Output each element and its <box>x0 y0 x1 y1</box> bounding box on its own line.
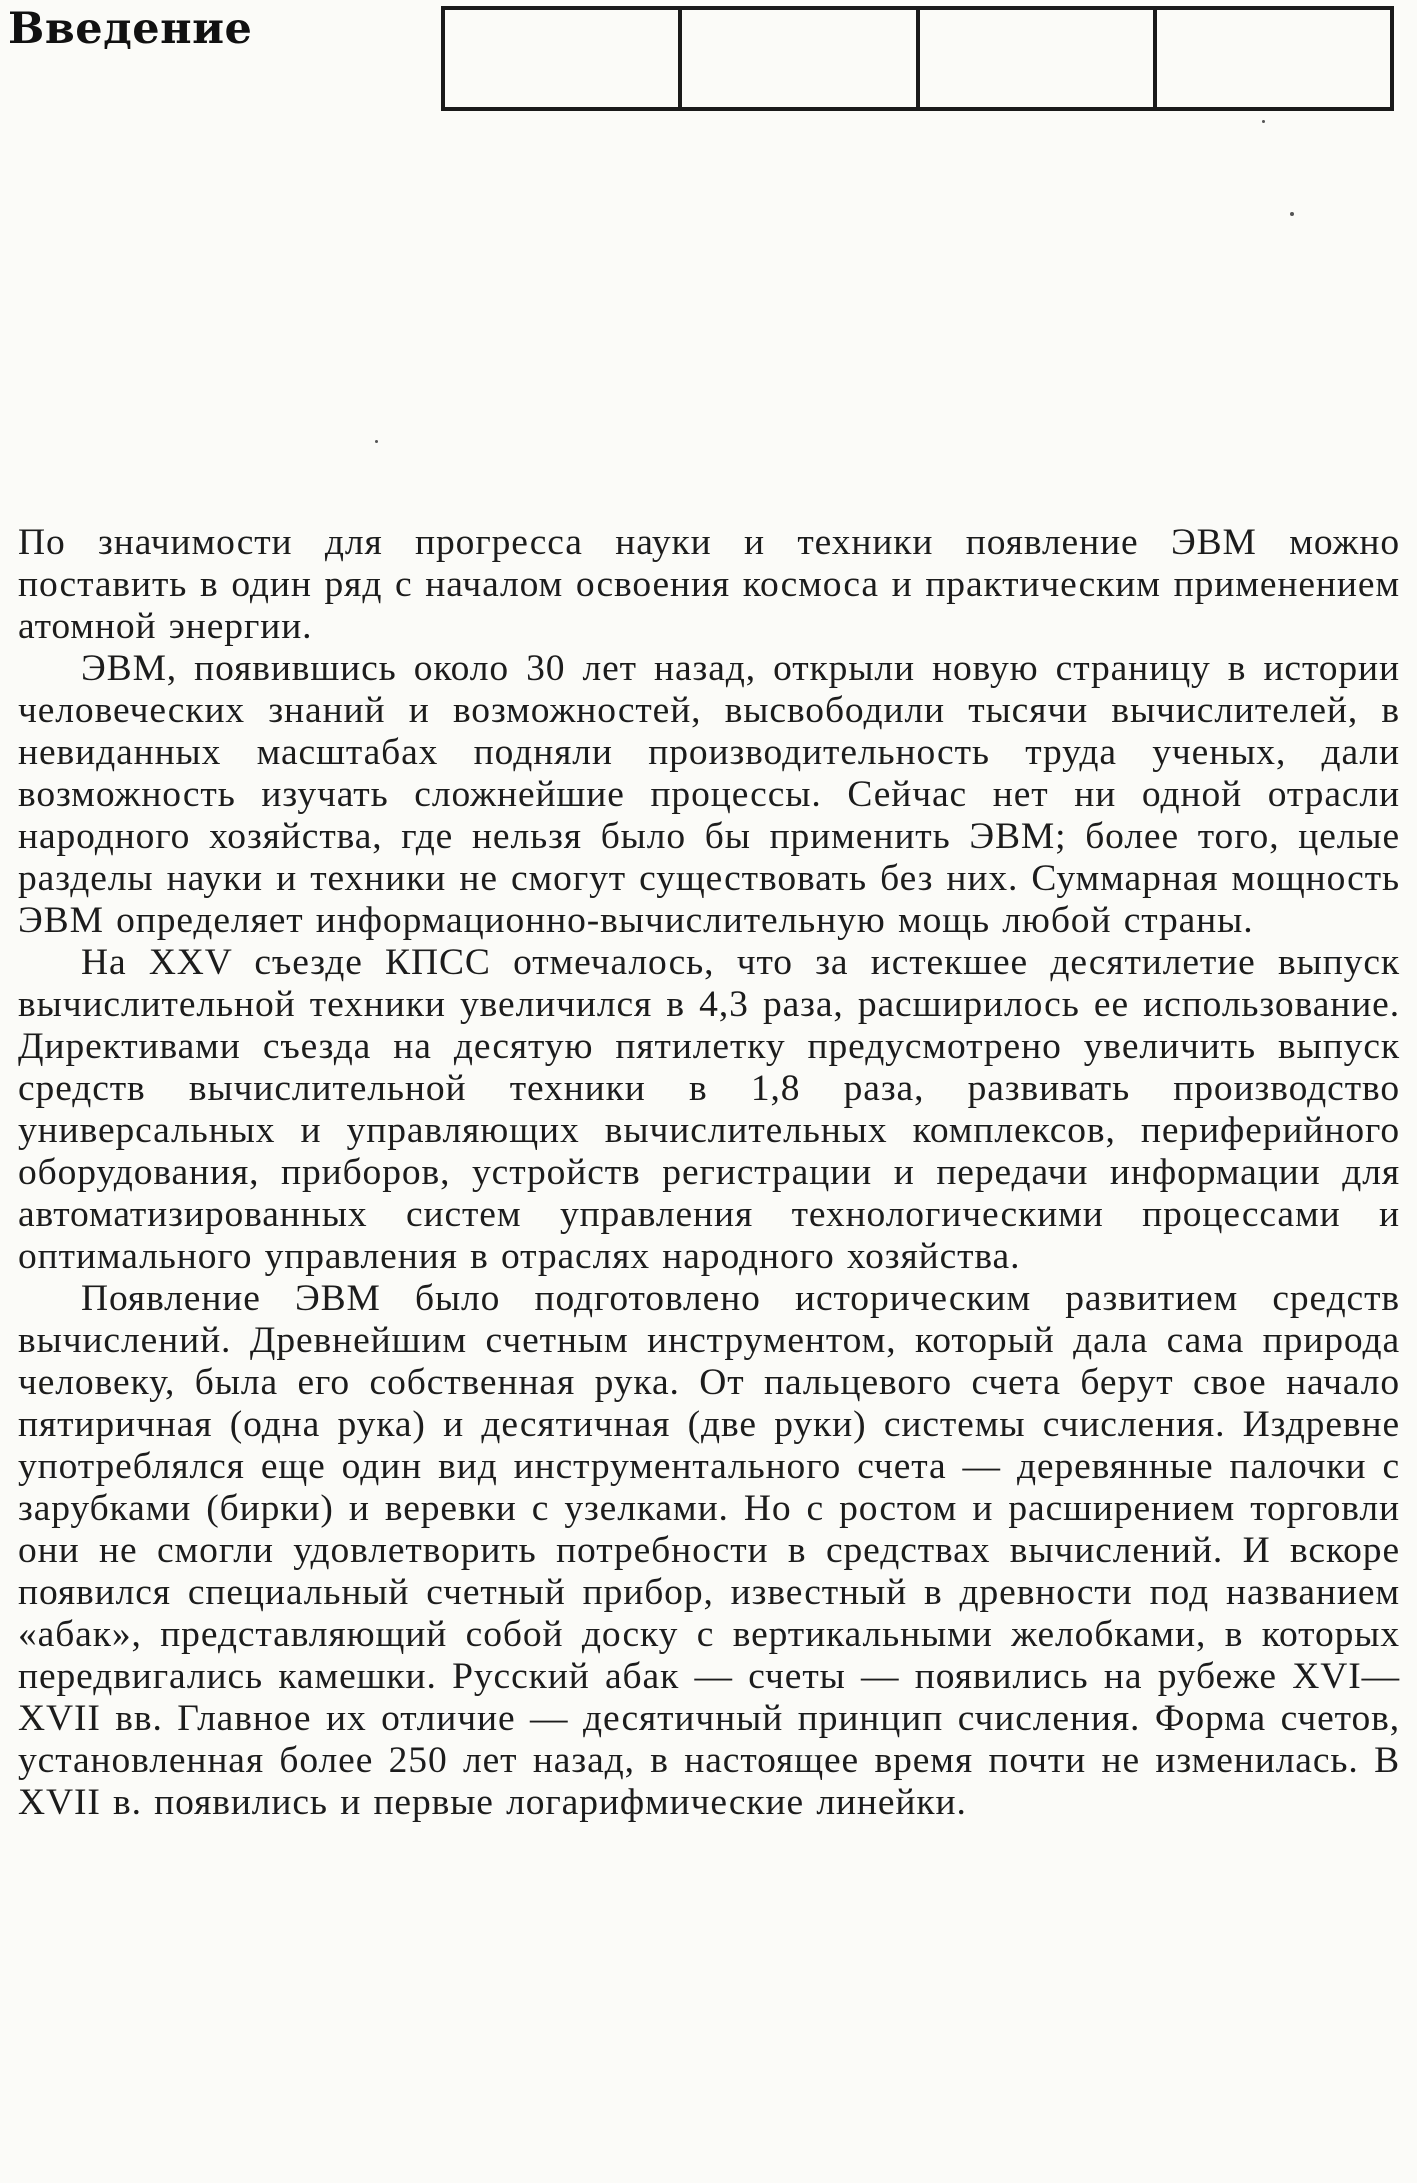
print-speck <box>375 440 378 443</box>
chapter-title: Введение <box>8 4 253 54</box>
paragraph: По значимости для прогресса науки и техники появление ЭВМ можно поставить в один ряд с началом освоения космоса и практическим применением атомной энергии. <box>18 522 1400 647</box>
print-speck <box>1290 212 1294 216</box>
header-box-4 <box>1157 10 1390 107</box>
body-text <box>18 522 1400 1824</box>
header-box-2 <box>682 10 919 107</box>
paragraph: ЭВМ, появившись около 30 лет назад, открыли новую страницу в истории человеческих знаний и возможностей, высвободили тысячи вычислителей, в невиданных масштабах подняли производительность труда ученых, дали возможность изучать сложнейшие процессы. Сейчас нет ни одной отрасли народного хозяйства, где нельзя было бы применить ЭВМ; более того, целые разделы науки и техники не смогут существовать без них. Суммарная мощность ЭВМ определяет информационно-вычислительную мощь любой страны. <box>18 648 1400 941</box>
print-speck <box>1262 120 1265 123</box>
header-box-1 <box>445 10 682 107</box>
header-box-grid <box>441 6 1394 111</box>
paragraph: На XXV съезде КПСС отмечалось, что за истекшее десятилетие выпуск вычислительной техники увеличился в 4,3 раза, расширилось ее использование. Директивами съезда на десятую пятилетку предусмотрено увеличить выпуск средств вычислительной техники в 1,8 раза, развивать производство универсальных и управляющих вычислительных комплексов, периферийного оборудования, приборов, устройств регистрации и передачи информации для автоматизированных систем управления технологическими процессами и оптимального управления в отраслях народного хозяйства. <box>18 942 1400 1277</box>
header-box-3 <box>920 10 1157 107</box>
paragraph: Появление ЭВМ было подготовлено историческим развитием средств вычислений. Древнейшим счетным инструментом, который дала сама природа человеку, была его собственная рука. От пальцевого счета берут свое начало пятиричная (одна рука) и десятичная (две руки) системы счисления. Издревне употреблялся еще один вид инструментального счета — деревянные палочки с зарубками (бирки) и веревки с узелками. Но с ростом и расширением торговли они не смогли удовлетворить потребности в средствах вычислений. И вскоре появился специальный счетный прибор, известный в древности под названием «абак», представляющий собой доску с вертикальными желобками, в которых передвигались камешки. Русский абак — счеты — появились на рубеже XVI—XVII вв. Главное их отличие — десятичный принцип счисления. Форма счетов, установленная более 250 лет назад, в настоящее время почти не изменилась. В XVII в. появились и первые логарифмические линейки. <box>18 1278 1400 1823</box>
